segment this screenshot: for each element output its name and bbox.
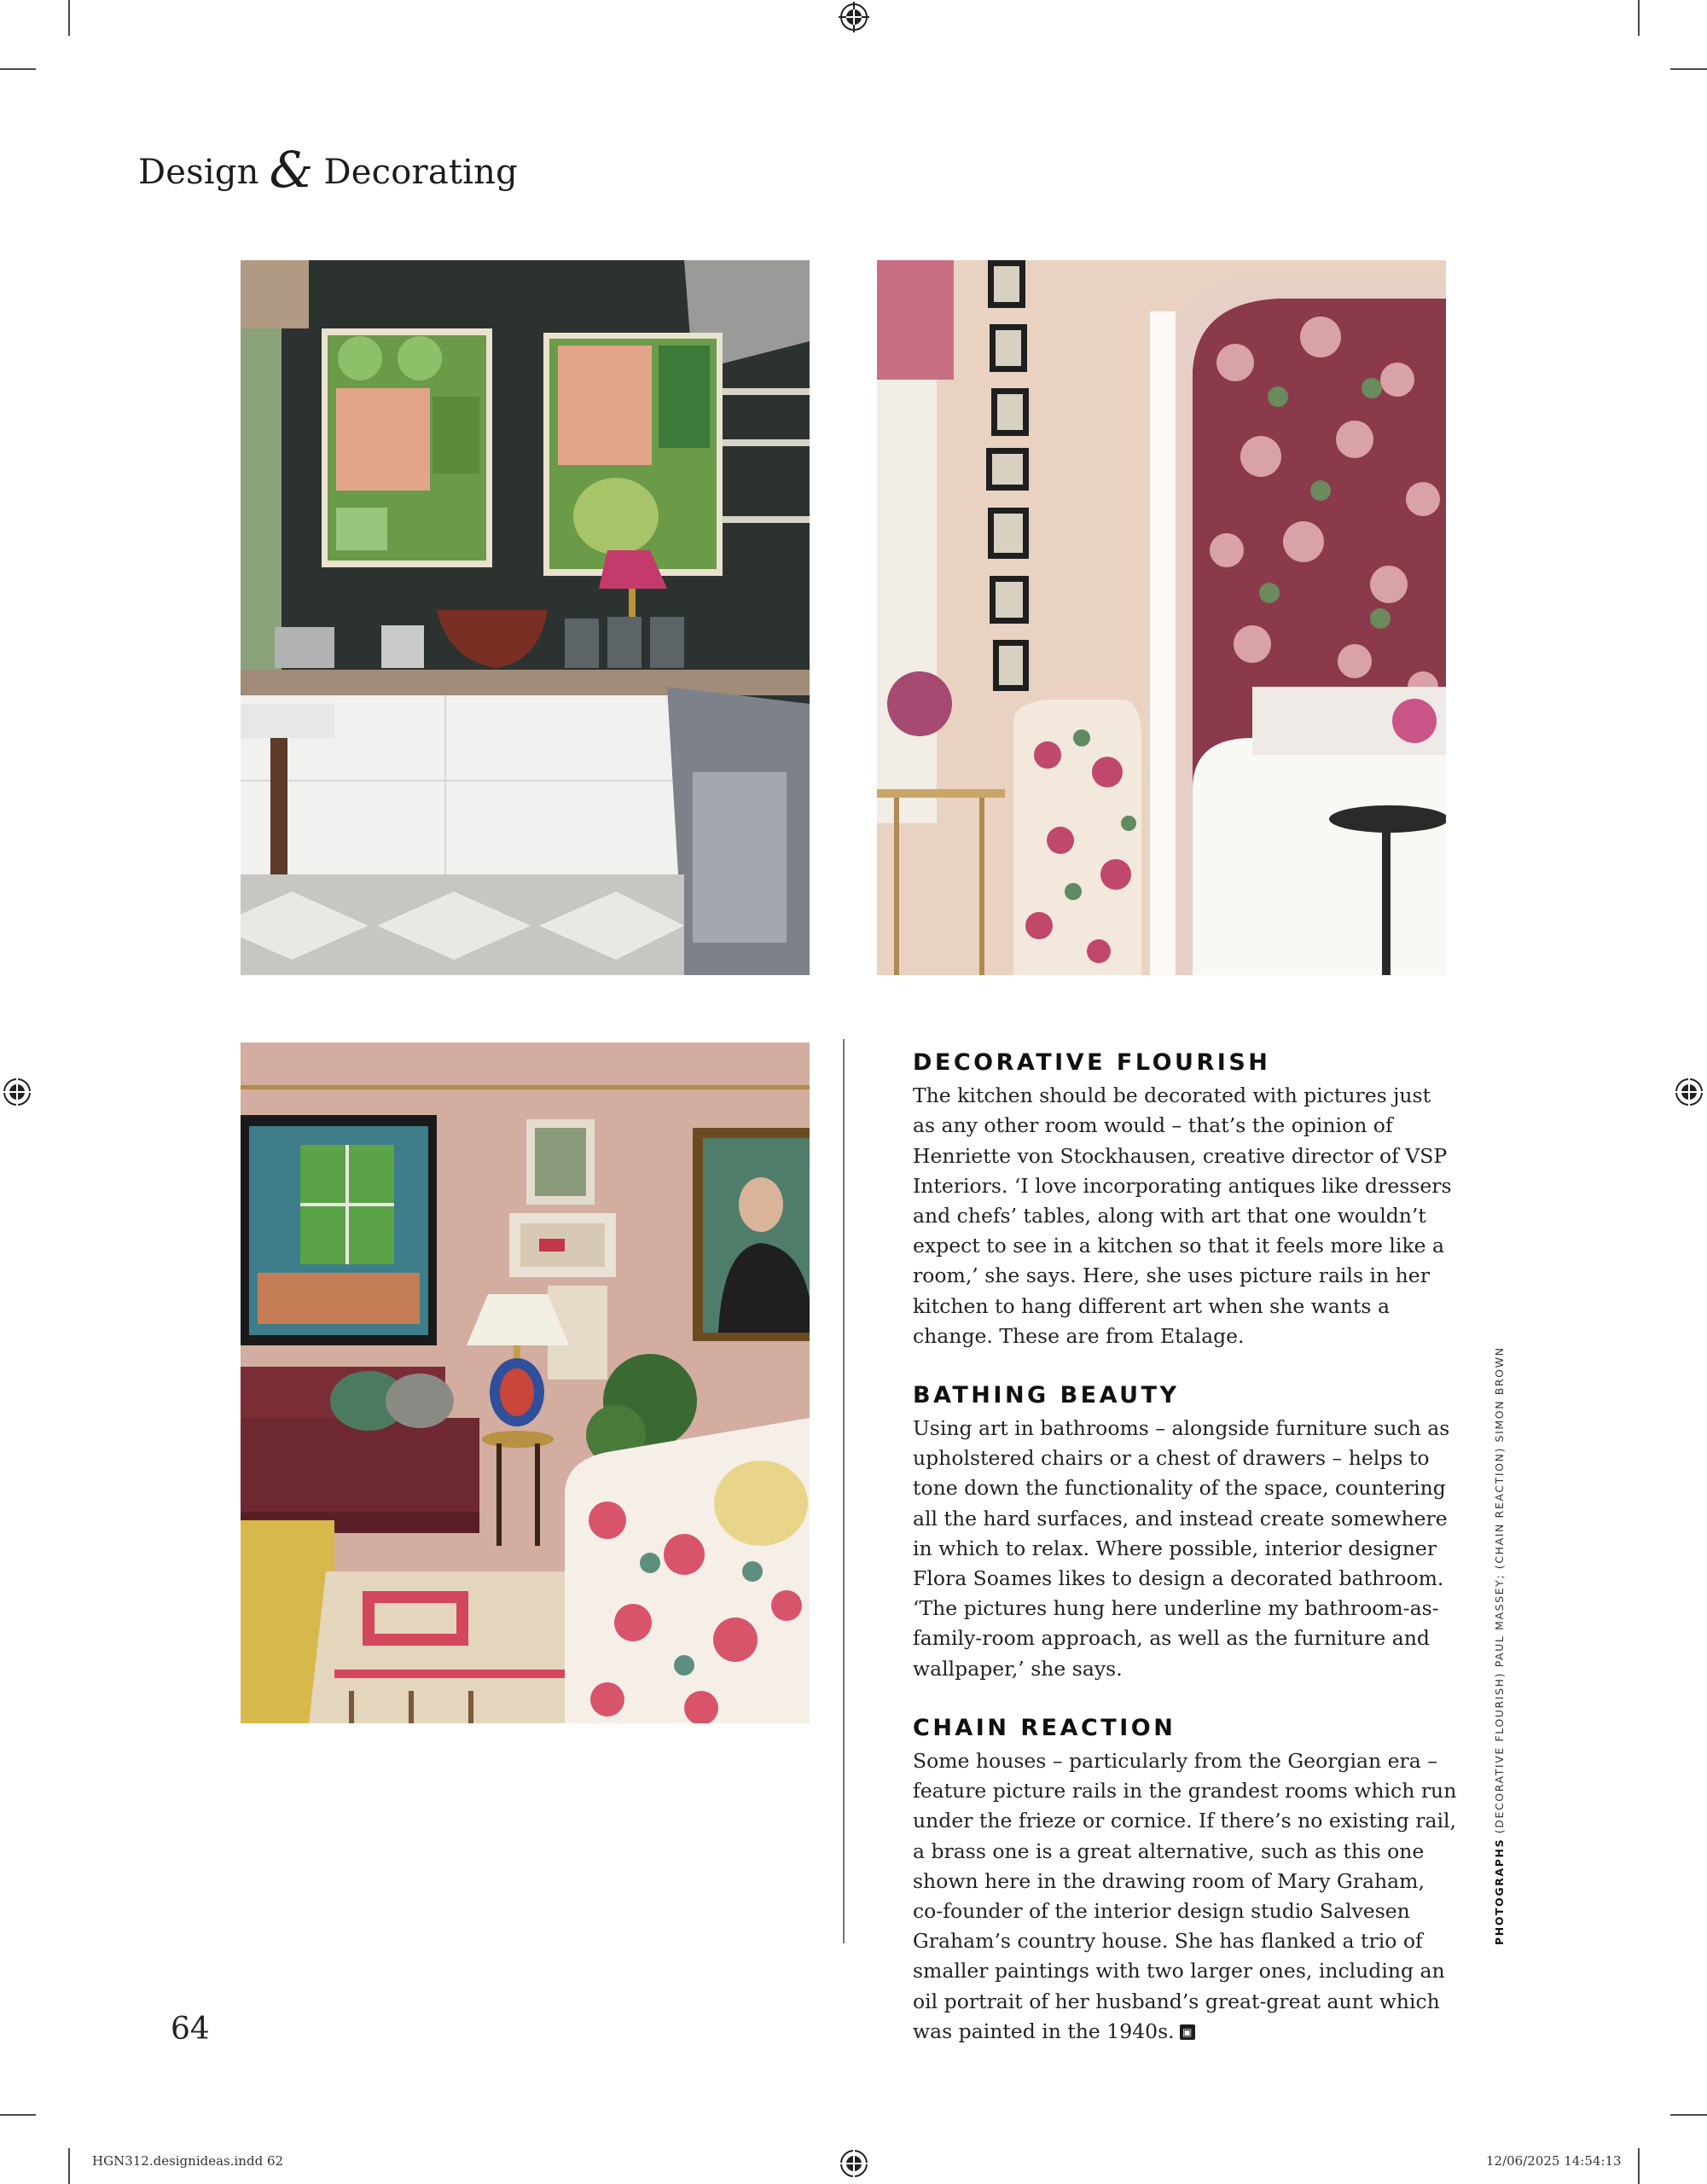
bathroom-photo	[877, 260, 1446, 975]
registration-mark-icon	[839, 2, 869, 32]
photo-credit	[1493, 1346, 1506, 1945]
section-heading: BATHING BEAUTY	[913, 1381, 1180, 1409]
section-body: Using art in bathrooms – alongside furniture such as upholstered chairs or a chest of drawers – helps to tone down the functionality of the space, countering all the hard surfaces, and instead create somewhere in which to relax. Where possible, interior designer Flora Soames likes to design a decorated bathroom. ‘The pictures hung here underline my bathroom-as-family-room approach, as well as the furniture and wallpaper,’ she says.	[913, 1416, 1450, 1681]
crop-mark	[1670, 68, 1707, 70]
section-body	[913, 1746, 1459, 2047]
section-title-decorating: Decorating	[323, 153, 518, 192]
end-mark-icon: ▣	[1180, 2024, 1195, 2040]
section-title-ampersand: &	[269, 141, 314, 199]
registration-mark-icon	[1674, 1077, 1704, 1107]
registration-mark-icon	[839, 2148, 869, 2179]
crop-mark	[1638, 2148, 1640, 2184]
slug-file: HGN312.designideas.indd 62	[92, 2153, 284, 2169]
crop-mark	[1670, 2114, 1707, 2116]
column-divider	[843, 1039, 845, 1943]
article-text	[913, 1048, 1459, 2076]
section-title	[138, 141, 518, 199]
section-title-design: Design	[138, 153, 259, 192]
crop-mark	[1638, 0, 1640, 36]
crop-mark	[0, 68, 36, 70]
article-section	[913, 1713, 1459, 2047]
photo-credit-text: (DECORATIVE FLOURISH) PAUL MASSEY; (CHAIN REACTION) SIMON BROWN	[1493, 1346, 1506, 1834]
article-section	[913, 1380, 1459, 1684]
slug-timestamp: 12/06/2025 14:54:13	[1486, 2153, 1622, 2169]
registration-mark-icon	[2, 1077, 32, 1107]
kitchen-photo	[241, 260, 810, 975]
article-section	[913, 1048, 1459, 1351]
photo-credit-label: PHOTOGRAPHS	[1493, 1838, 1506, 1945]
section-heading: DECORATIVE FLOURISH	[913, 1049, 1271, 1076]
section-heading: CHAIN REACTION	[913, 1714, 1176, 1741]
crop-mark	[68, 0, 70, 36]
crop-mark	[68, 2148, 70, 2184]
section-body-text: Some houses – particularly from the Georgian era – feature picture rails in the grandest rooms which run under the frieze or cornice. If there’s no existing rail, a brass one is a great alternative, such as this one shown here in the drawing room of Mary Graham, co-founder of the interior design studio Salvesen Graham’s country house. She has flanked a trio of smaller paintings with two larger ones, including an oil portrait of her husband’s great-great aunt which was painted in the 1940s.	[913, 1748, 1457, 2043]
drawing-room-photo	[241, 1043, 810, 1723]
crop-mark	[0, 2114, 36, 2116]
page-number: 64	[171, 2012, 210, 2047]
section-body: The kitchen should be decorated with pictures just as any other room would – that’s the opinion of Henriette von Stockhausen, creative director of VSP Interiors. ‘I love incorporating antiques like dressers and chefs’ tables, along with art that one wouldn’t expect to see in a kitchen so that it feels more like a room,’ she says. Here, she uses picture rails in her kitchen to hang different art when she wants a change. These are from Etalage.	[913, 1083, 1452, 1348]
